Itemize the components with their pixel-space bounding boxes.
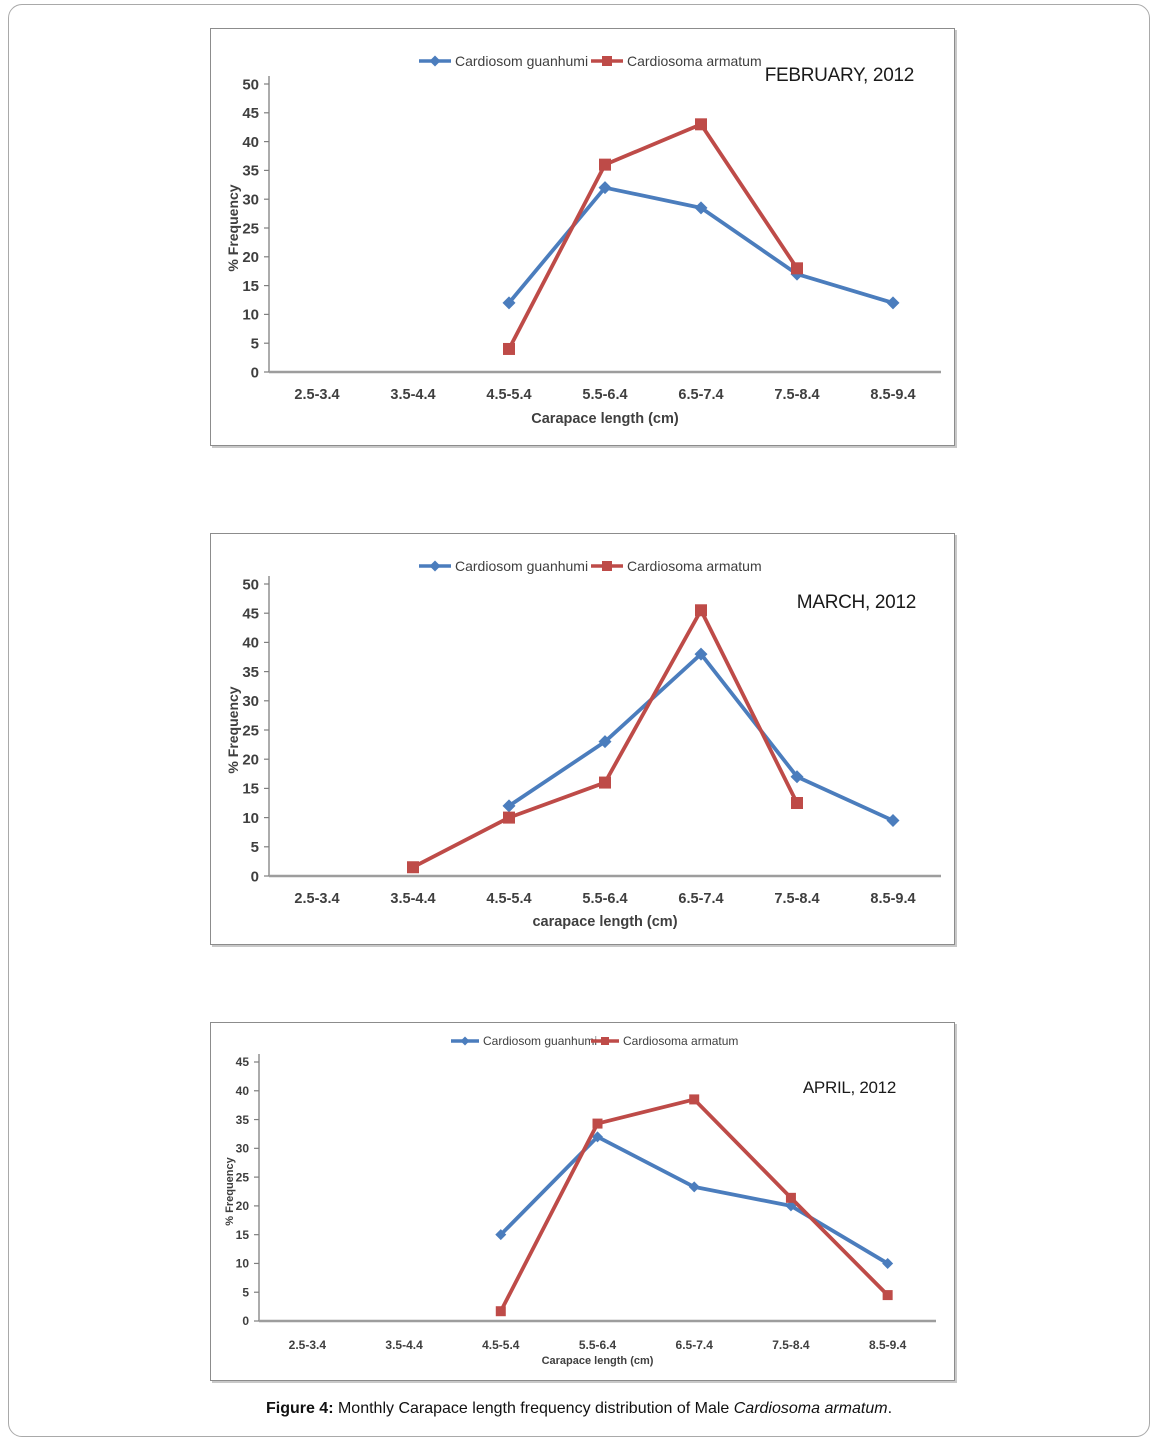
y-tick-label: 30: [242, 693, 259, 711]
y-tick-label: 0: [242, 1314, 249, 1329]
x-category-label: 2.5-3.4: [294, 387, 340, 403]
x-category-label: 3.5-4.4: [385, 1338, 423, 1352]
data-point-marker: [695, 604, 707, 616]
x-axis-title: carapace length (cm): [532, 914, 678, 930]
april-chart-svg: [211, 1023, 954, 1380]
legend-label: Cardiosom guanhumi: [455, 557, 589, 574]
x-axis-title: Carapace length (cm): [531, 411, 679, 427]
data-point-marker: [407, 861, 419, 873]
x-category-label: 8.5-9.4: [870, 891, 916, 907]
x-category-label: 7.5-8.4: [772, 1338, 810, 1352]
legend-marker: [461, 1037, 470, 1046]
data-point-marker: [883, 1290, 893, 1300]
y-tick-label: 20: [235, 1199, 249, 1214]
y-tick-label: 10: [242, 809, 259, 827]
y-tick-label: 5: [250, 839, 259, 857]
y-tick-label: 25: [242, 220, 259, 238]
y-axis-title: % Frequency: [224, 1157, 236, 1226]
y-tick-label: 30: [242, 191, 259, 209]
february-chart-svg: [211, 29, 954, 445]
legend-item: [591, 53, 762, 69]
y-tick-label: 25: [235, 1170, 249, 1185]
data-point-marker: [503, 812, 515, 824]
y-tick-label: 20: [242, 751, 259, 769]
legend-label: Cardiosom guanhumi: [483, 1034, 598, 1049]
y-tick-label: 5: [242, 1285, 249, 1300]
y-tick-label: 0: [250, 868, 259, 886]
data-point-marker: [503, 343, 515, 355]
y-tick-label: 45: [242, 105, 259, 123]
y-tick-label: 15: [242, 277, 259, 295]
y-tick-label: 30: [235, 1141, 249, 1156]
y-tick-label: 10: [235, 1256, 249, 1271]
data-point-marker: [695, 118, 707, 130]
legend-item: [419, 558, 588, 574]
x-category-label: 6.5-7.4: [678, 387, 724, 403]
data-point-marker: [496, 1306, 506, 1316]
legend-marker: [430, 561, 441, 572]
figure-caption: [0, 1400, 1158, 1418]
y-tick-label: 45: [235, 1055, 249, 1070]
legend-label: Cardiosoma armatum: [623, 1034, 739, 1049]
x-category-label: 8.5-9.4: [868, 1338, 907, 1352]
x-category-label: 5.5-6.4: [582, 387, 628, 403]
x-category-label: 5.5-6.4: [582, 891, 628, 907]
legend-label: Cardiosoma armatum: [627, 52, 762, 69]
y-tick-label: 15: [235, 1227, 249, 1242]
series-line: [509, 124, 797, 349]
x-category-label: 4.5-5.4: [482, 1338, 520, 1352]
x-category-label: 8.5-9.4: [870, 387, 916, 403]
data-point-marker: [689, 1094, 699, 1104]
x-category-label: 3.5-4.4: [390, 387, 436, 403]
y-axis-title: % Frequency: [225, 184, 241, 272]
x-axis-title: Carapace length (cm): [541, 1355, 654, 1367]
y-tick-label: 40: [235, 1083, 249, 1098]
chart-february: [210, 28, 955, 446]
figure-caption-label: Figure 4:: [265, 1400, 334, 1417]
series-line: [501, 1099, 888, 1311]
legend-label: Cardiosoma armatum: [627, 557, 762, 574]
y-tick-label: 35: [242, 663, 259, 681]
x-category-label: 5.5-6.4: [578, 1338, 617, 1352]
y-tick-label: 50: [242, 576, 259, 594]
data-point-marker: [791, 797, 803, 809]
chart-title: FEBRUARY, 2012: [764, 65, 914, 86]
chart-title: APRIL, 2012: [802, 1078, 896, 1097]
legend-item: [591, 1034, 738, 1048]
data-point-marker: [887, 814, 900, 827]
chart-title: MARCH, 2012: [796, 592, 916, 613]
chart-april: [210, 1022, 955, 1381]
y-tick-label: 40: [242, 133, 259, 151]
y-tick-label: 10: [242, 306, 259, 324]
y-tick-label: 50: [242, 76, 259, 94]
y-tick-label: 5: [250, 335, 259, 353]
x-category-label: 4.5-5.4: [486, 891, 532, 907]
y-tick-label: 15: [242, 780, 259, 798]
data-point-marker: [786, 1193, 796, 1203]
y-tick-label: 20: [242, 249, 259, 267]
data-point-marker: [599, 159, 611, 171]
x-category-label: 2.5-3.4: [294, 891, 340, 907]
x-category-label: 7.5-8.4: [774, 891, 820, 907]
data-point-marker: [593, 1119, 603, 1129]
figure-caption-period: .: [887, 1400, 893, 1417]
x-category-label: 6.5-7.4: [678, 891, 724, 907]
y-tick-label: 40: [242, 634, 259, 652]
data-point-marker: [887, 296, 900, 309]
legend-marker: [430, 56, 441, 67]
legend-marker: [602, 561, 612, 571]
data-point-marker: [599, 777, 611, 789]
y-tick-label: 35: [235, 1112, 249, 1127]
march-chart-svg: [211, 534, 954, 944]
legend-marker: [602, 56, 612, 66]
chart-march: [210, 533, 955, 945]
figure-caption-body: Monthly Carapace length frequency distribution of Male: [333, 1400, 734, 1417]
figure-caption-species: Cardiosoma armatum: [733, 1400, 888, 1417]
y-tick-label: 35: [242, 162, 259, 180]
x-category-label: 3.5-4.4: [390, 891, 436, 907]
x-category-label: 6.5-7.4: [675, 1338, 713, 1352]
x-category-label: 4.5-5.4: [486, 387, 532, 403]
legend-item: [591, 558, 762, 574]
y-tick-label: 0: [250, 364, 259, 382]
legend-item: [419, 53, 588, 69]
data-point-marker: [791, 262, 803, 274]
legend-marker: [601, 1037, 609, 1045]
y-tick-label: 25: [242, 722, 259, 740]
x-category-label: 2.5-3.4: [288, 1338, 327, 1352]
legend-label: Cardiosom guanhumi: [455, 52, 589, 69]
x-category-label: 7.5-8.4: [774, 387, 820, 403]
y-axis-title: % Frequency: [225, 686, 241, 774]
legend-item: [451, 1034, 597, 1048]
y-tick-label: 45: [242, 605, 259, 623]
